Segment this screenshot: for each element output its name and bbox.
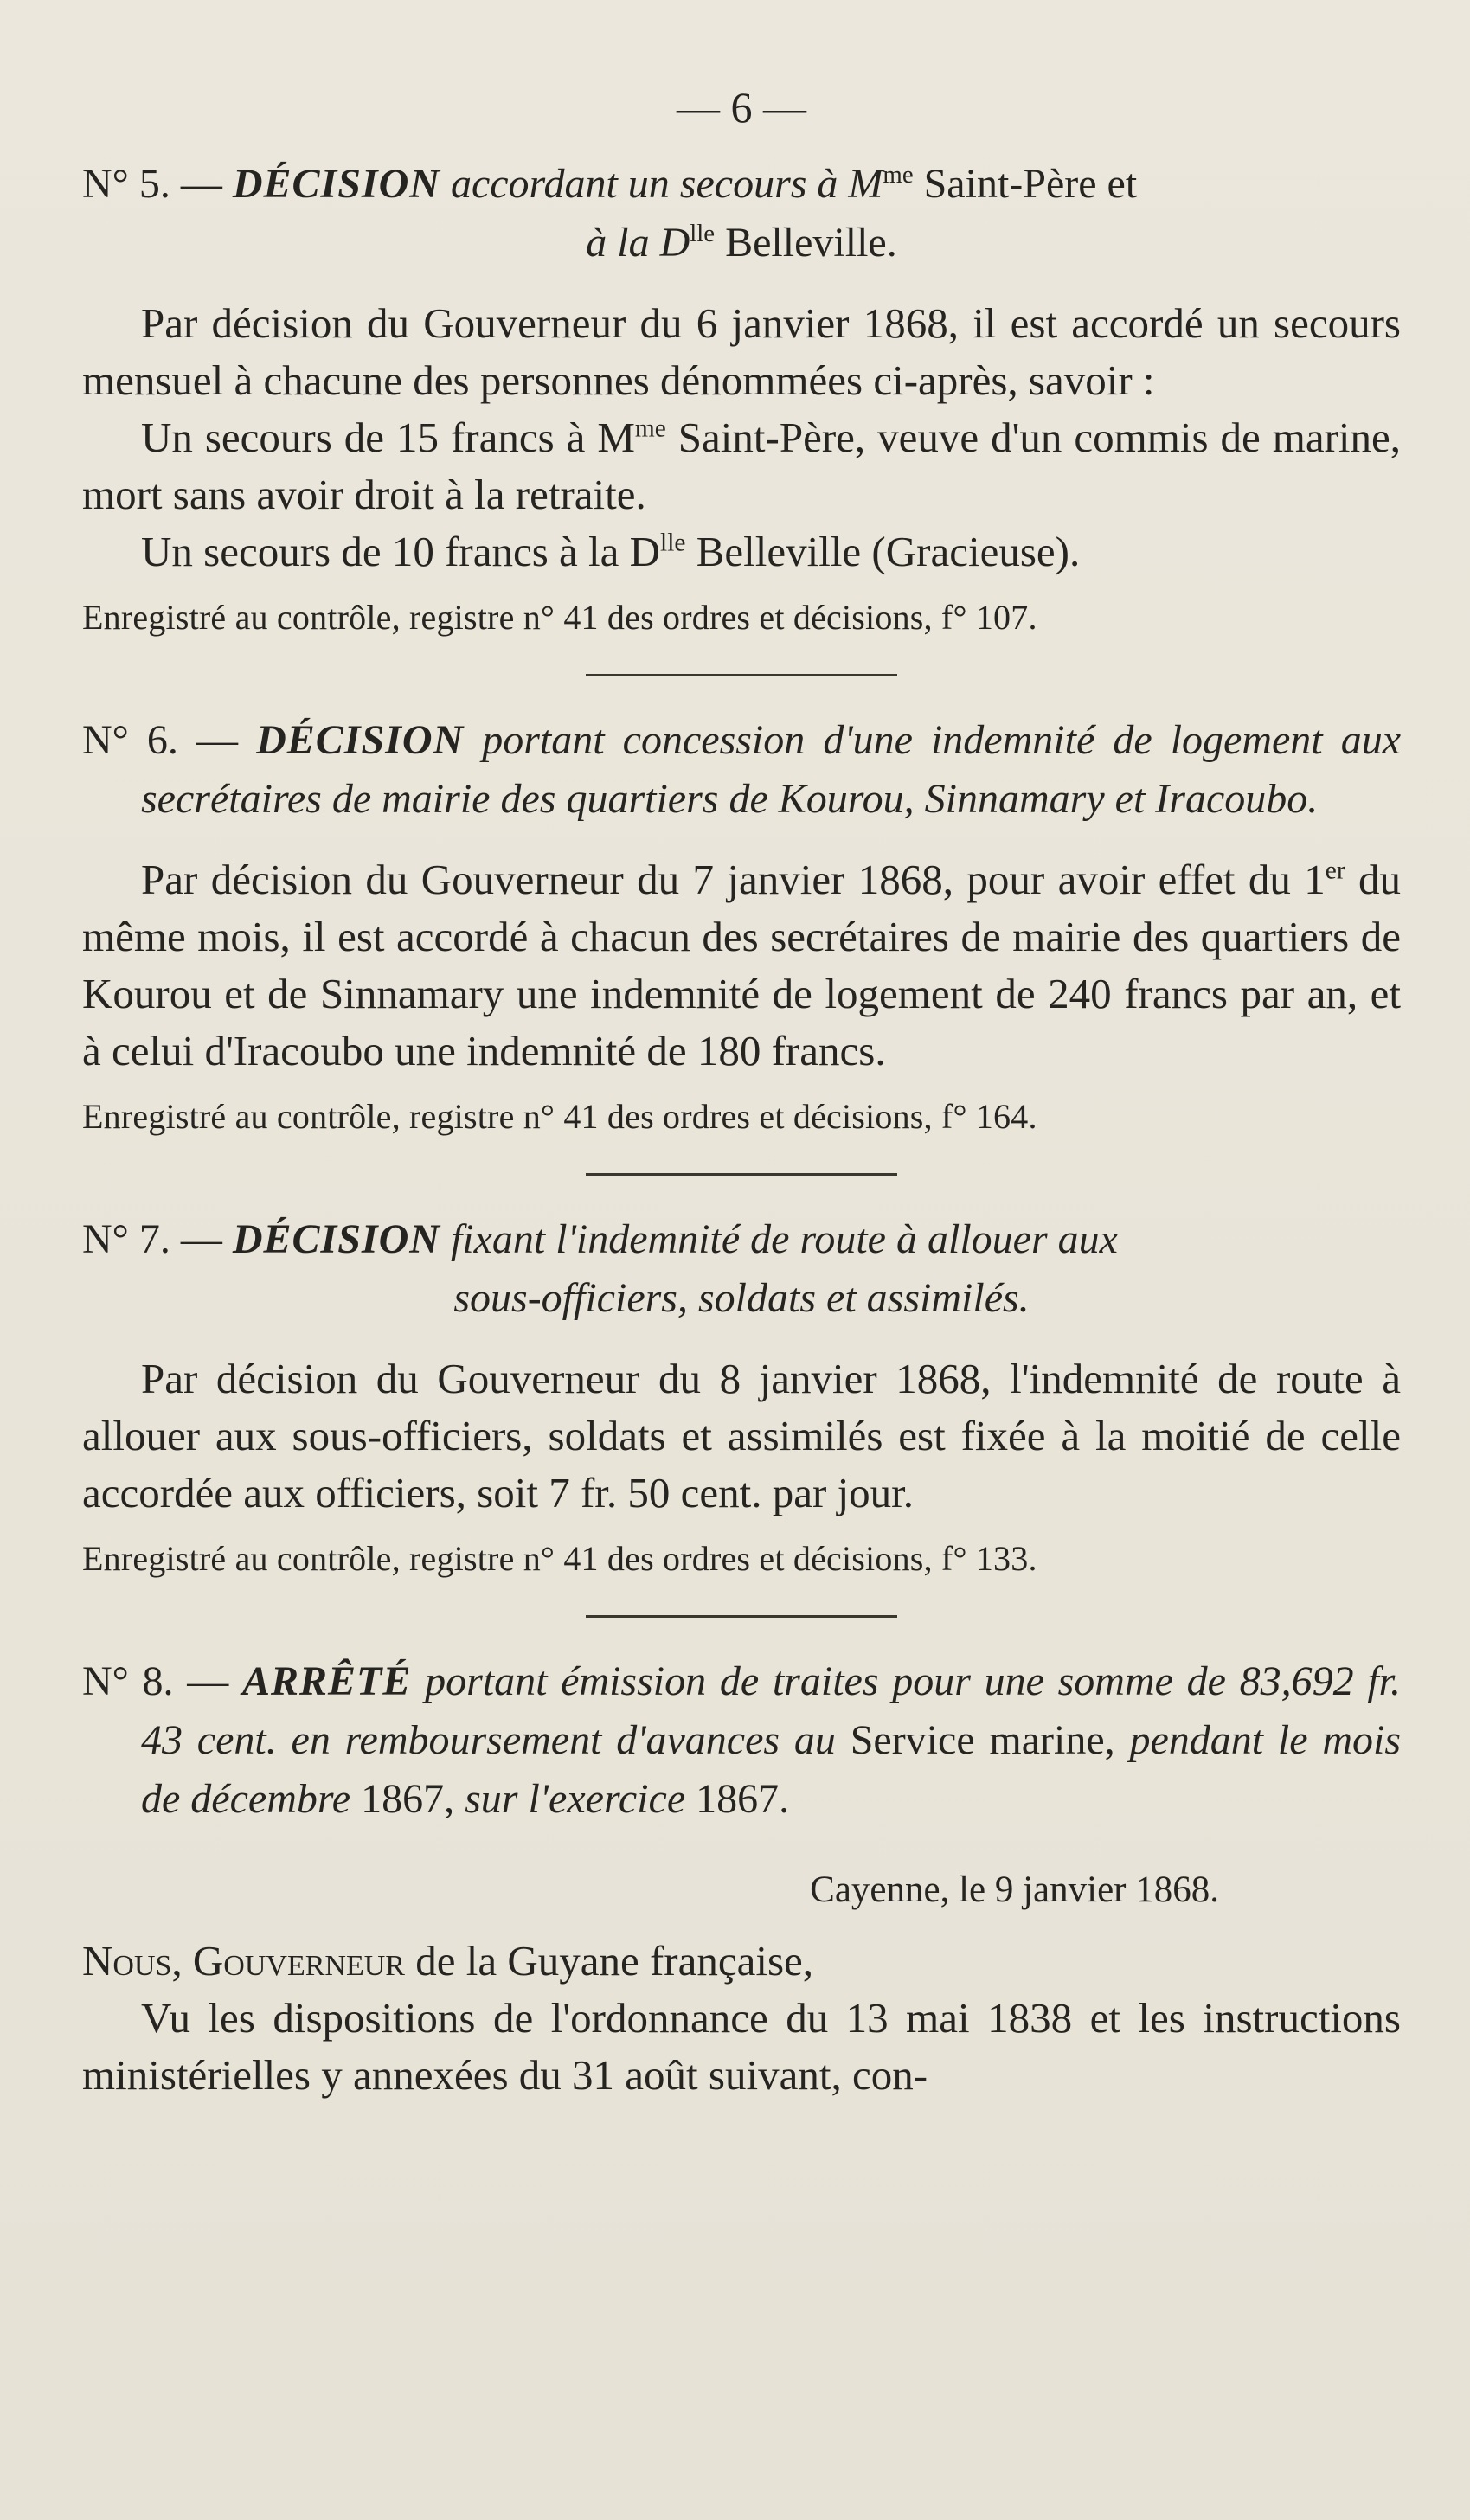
entry-title-line2: à la $D^{lle}$ Belleville. <box>586 220 897 266</box>
entry-title: N° 5. — DÉCISION accordant un secours à $M^{me}$ Saint-Père et <box>82 161 1138 207</box>
paragraph: Par décision du Gouverneur du 8 janvier 1868, l'indemnité de route à allouer aux sous-officiers, soldats et assimilés est fixée à la moitié de celle accordée aux officiers, soit 7 fr. 50 cent. par jour. <box>82 1355 1401 1516</box>
registration-note: Enregistré au contrôle, registre n° 41 des ordres et décisions, f° 164. <box>82 1097 1037 1136</box>
page-number: — 6 — <box>677 83 806 131</box>
intro-line: Nous, Gouverneur de la Guyane française, <box>82 1937 814 1985</box>
entry-5 <box>82 155 1401 643</box>
paragraph: Un secours de 15 francs à $M^{me}$ Saint-Père, veuve d'un commis de marine, mort sans avoir droit à la retraite. <box>82 414 1401 518</box>
entry-8 <box>82 1652 1401 2104</box>
separator-rule <box>586 1615 897 1618</box>
entry-title-line2: sous-officiers, soldats et assimilés. <box>453 1275 1030 1321</box>
registration-note: Enregistré au contrôle, registre n° 41 des ordres et décisions, f° 107. <box>82 598 1037 637</box>
entry-title: N° 6. — DÉCISION portant concession d'une indemnité de logement aux secrétaires de mairie des quartiers de Kourou, Sinnamary et Iracoubo. <box>82 717 1402 822</box>
paragraph: Par décision du Gouverneur du 6 janvier 1868, il est accordé un secours mensuel à chacune des personnes dénommées ci-après, savoir : <box>82 299 1401 404</box>
separator-rule <box>586 674 897 676</box>
paragraph: Vu les dispositions de l'ordonnance du 13 mai 1838 et les instructions ministérielles y annexées du 31 août suivant, con- <box>82 1994 1401 2099</box>
entry-7 <box>82 1210 1401 1584</box>
paragraph: Un secours de 10 francs à la $D^{lle}$ Belleville (Gracieuse). <box>141 528 1081 575</box>
entry-6 <box>82 711 1401 1142</box>
entry-title: N° 8. — ARRÊTÉ portant émission de traites pour une somme de 83,692 fr. 43 cent. en remboursement d'avances au Service marine, pendant le mois de décembre 1867, sur l'exercice 1867. <box>82 1658 1402 1822</box>
separator-rule <box>586 1173 897 1176</box>
entry-title: N° 7. — DÉCISION fixant l'indemnité de route à allouer aux <box>82 1216 1118 1262</box>
registration-note: Enregistré au contrôle, registre n° 41 des ordres et décisions, f° 133. <box>82 1539 1037 1578</box>
dateline: Cayenne, le 9 janvier 1868. <box>810 1869 1219 1910</box>
paragraph: Par décision du Gouverneur du 7 janvier 1868, pour avoir effet du 1er du même mois, il est accordé à chacun des secrétaires de mairie des quartiers de Kourou et de Sinnamary une indemnité de logement de 240 francs par an, et à celui d'Iracoubo une indemnité de 180 francs. <box>82 856 1401 1074</box>
